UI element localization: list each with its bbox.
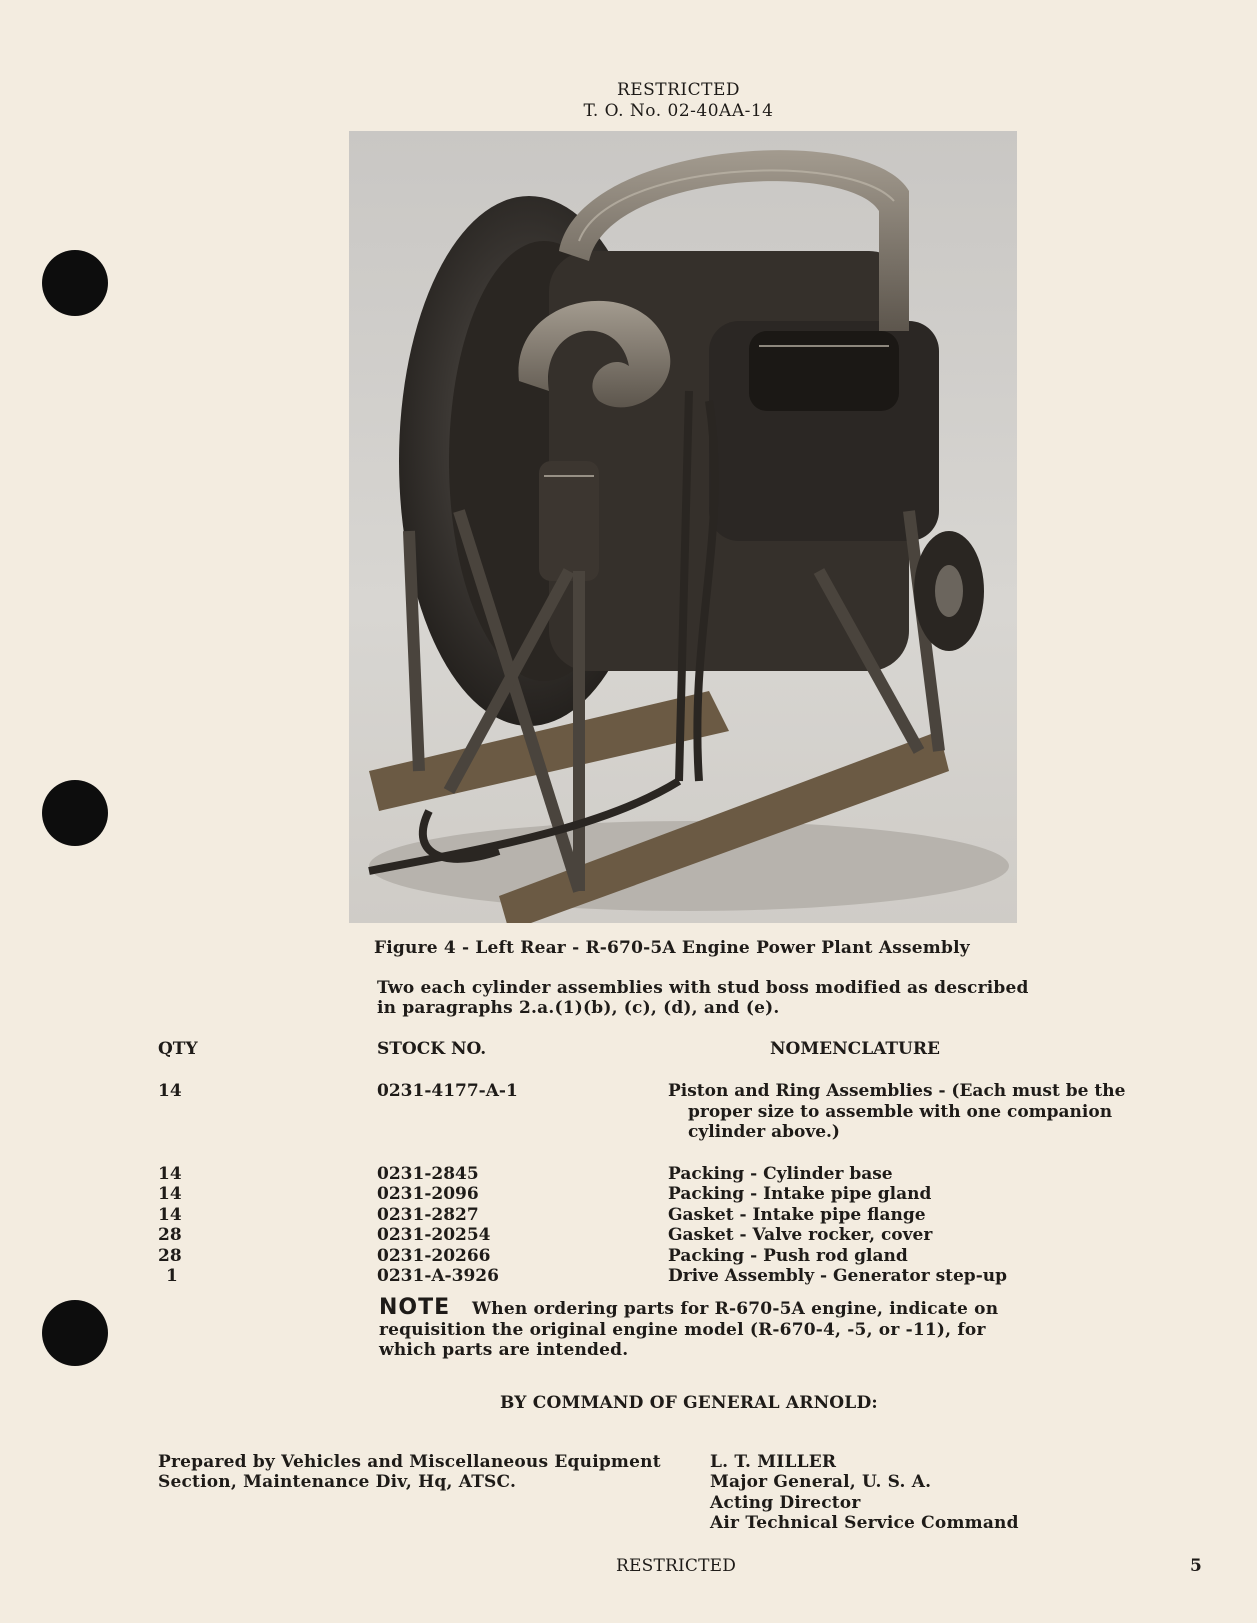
page-number: 5: [1190, 1556, 1203, 1576]
binder-hole-top: [42, 250, 108, 316]
table-row-stock: 0231-2845: [377, 1164, 479, 1184]
intro-line-2: in paragraphs 2.a.(1)(b), (c), (d), and (e).: [377, 998, 780, 1018]
table-row-qty: 14: [158, 1164, 182, 1184]
engine-photo: [349, 131, 1017, 923]
note-label: NOTE: [379, 1295, 451, 1320]
header-classification: RESTRICTED: [616, 80, 741, 100]
row-1-qty: 14: [158, 1081, 182, 1101]
table-row-stock: 0231-A-3926: [377, 1266, 499, 1286]
signature-rank: Major General, U. S. A.: [710, 1472, 932, 1492]
prepared-by-line-2: Section, Maintenance Div, Hq, ATSC.: [158, 1472, 517, 1492]
signature-title: Acting Director: [710, 1493, 861, 1513]
engine-photo-icon: [349, 131, 1017, 923]
table-row-nomenclature: Gasket - Valve rocker, cover: [668, 1225, 933, 1245]
column-header-nomenclature: NOMENCLATURE: [770, 1039, 940, 1059]
table-row-qty: 14: [158, 1205, 182, 1225]
table-row-nomenclature: Packing - Push rod gland: [668, 1246, 908, 1266]
footer-classification: RESTRICTED: [616, 1556, 737, 1576]
table-row-stock: 0231-20254: [377, 1225, 491, 1245]
prepared-by-line-1: Prepared by Vehicles and Miscellaneous Equipment: [158, 1452, 661, 1472]
table-row-stock: 0231-2827: [377, 1205, 479, 1225]
column-header-stock: STOCK NO.: [377, 1039, 487, 1059]
table-row-nomenclature: Packing - Cylinder base: [668, 1164, 893, 1184]
header-tech-order: T. O. No. 02-40AA-14: [583, 101, 774, 121]
table-row-qty: 14: [158, 1184, 182, 1204]
signature-name: L. T. MILLER: [710, 1452, 837, 1472]
command-line: BY COMMAND OF GENERAL ARNOLD:: [500, 1393, 878, 1413]
row-1-nomenclature-line-3: cylinder above.): [688, 1122, 840, 1142]
signature-org: Air Technical Service Command: [710, 1513, 1019, 1533]
note-line-3: which parts are intended.: [379, 1340, 629, 1360]
table-row-qty: 28: [158, 1246, 182, 1266]
table-row-qty: 28: [158, 1225, 182, 1245]
table-row-nomenclature: Packing - Intake pipe gland: [668, 1184, 932, 1204]
note-line-1: When ordering parts for R-670-5A engine, indicate on: [472, 1299, 999, 1319]
column-header-qty: QTY: [158, 1039, 198, 1059]
row-1-stock: 0231-4177-A-1: [377, 1081, 518, 1101]
row-1-nomenclature-line-2: proper size to assemble with one companion: [688, 1102, 1113, 1122]
note-line-2: requisition the original engine model (R-670-4, -5, or -11), for: [379, 1320, 986, 1340]
table-row-stock: 0231-20266: [377, 1246, 491, 1266]
table-row-qty: 1: [166, 1266, 178, 1286]
table-row-stock: 0231-2096: [377, 1184, 479, 1204]
intro-line-1: Two each cylinder assemblies with stud boss modified as described: [377, 978, 1029, 998]
row-1-nomenclature-line-1: Piston and Ring Assemblies - (Each must be the: [668, 1081, 1126, 1101]
table-row-nomenclature: Gasket - Intake pipe flange: [668, 1205, 926, 1225]
binder-hole-bottom: [42, 1300, 108, 1366]
binder-hole-middle: [42, 780, 108, 846]
table-row-nomenclature: Drive Assembly - Generator step-up: [668, 1266, 1007, 1286]
figure-caption: Figure 4 - Left Rear - R-670-5A Engine Power Plant Assembly: [374, 938, 970, 958]
